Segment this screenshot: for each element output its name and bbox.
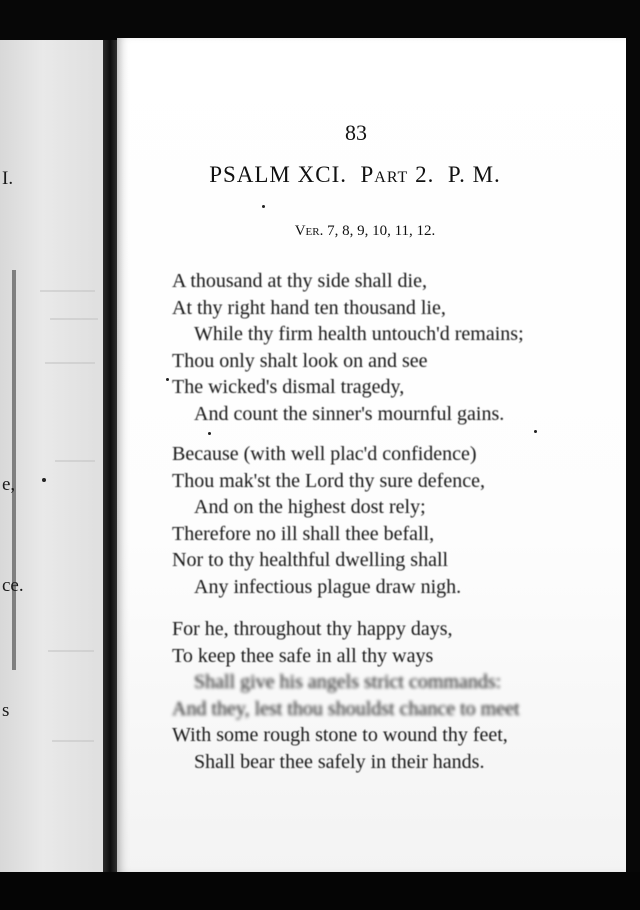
verse-line: At thy right hand ten thousand lie,: [172, 296, 446, 319]
verse-line: Nor to thy healthful dwelling shall: [172, 549, 449, 571]
ink-speck: [166, 378, 169, 381]
verse-line: With some rough stone to wound thy feet,: [172, 724, 508, 746]
verse-line: Shall bear thee safely in their hands.: [194, 750, 485, 773]
verse-line: Any infectious plague draw nigh.: [194, 575, 462, 598]
left-page-fragment: I.: [2, 168, 14, 189]
bleed-through-line: [52, 740, 94, 742]
verse-line: A thousand at thy side shall die,: [172, 270, 427, 292]
left-page-fragment: ce.: [2, 575, 24, 596]
page-number: 83: [345, 120, 367, 145]
verse-line: Shall give his angels strict commands:: [194, 671, 502, 693]
verse-line: Because (with well plac'd confidence): [172, 443, 477, 465]
scan-bottom-border: [0, 872, 640, 910]
left-page-fragment: e,: [2, 474, 16, 495]
bleed-through-line: [55, 460, 95, 462]
verse-line: Thou only shalt look on and see: [172, 349, 428, 372]
bleed-through-line: [50, 318, 98, 320]
verse-line: Therefore no ill shall thee befall,: [172, 522, 435, 545]
stanza-2: [172, 441, 552, 600]
left-page-fragment: s: [2, 700, 10, 721]
verse-label: Ver.: [294, 223, 324, 239]
psalm-meter: P. M.: [447, 162, 501, 187]
psalm-part: Part 2.: [360, 162, 435, 187]
psalm-name: PSALM XCI.: [209, 162, 347, 187]
verse-line: While thy firm health untouch'd remains;: [194, 323, 524, 345]
psalm-title: [150, 162, 560, 188]
bleed-through-line: [48, 650, 94, 652]
bleed-through-line: [45, 362, 95, 364]
left-page-shadow: [12, 270, 16, 670]
verse-line: The wicked's dismal tragedy,: [172, 376, 405, 398]
verse-line: And on the highest dost rely;: [194, 496, 426, 518]
ink-speck: [262, 205, 265, 208]
stanza-1: [172, 268, 552, 427]
verse-numbers: 7, 8, 9, 10, 11, 12.: [327, 223, 436, 239]
verse-reference: [250, 223, 480, 240]
bleed-through-line: [40, 290, 95, 292]
ink-speck: [42, 478, 46, 482]
verse-line: And count the sinner's mournful gains.: [194, 402, 505, 425]
verse-line: To keep thee safe in all thy ways: [172, 644, 434, 667]
ink-speck: [534, 430, 537, 433]
stanza-3: [172, 616, 552, 775]
verse-line: And they, lest thou shouldst chance to meet: [172, 697, 520, 720]
left-facing-page: [0, 40, 108, 875]
ink-speck: [208, 432, 211, 435]
verse-line: For he, throughout thy happy days,: [172, 618, 453, 640]
verse-line: Thou mak'st the Lord thy sure defence,: [172, 469, 485, 492]
